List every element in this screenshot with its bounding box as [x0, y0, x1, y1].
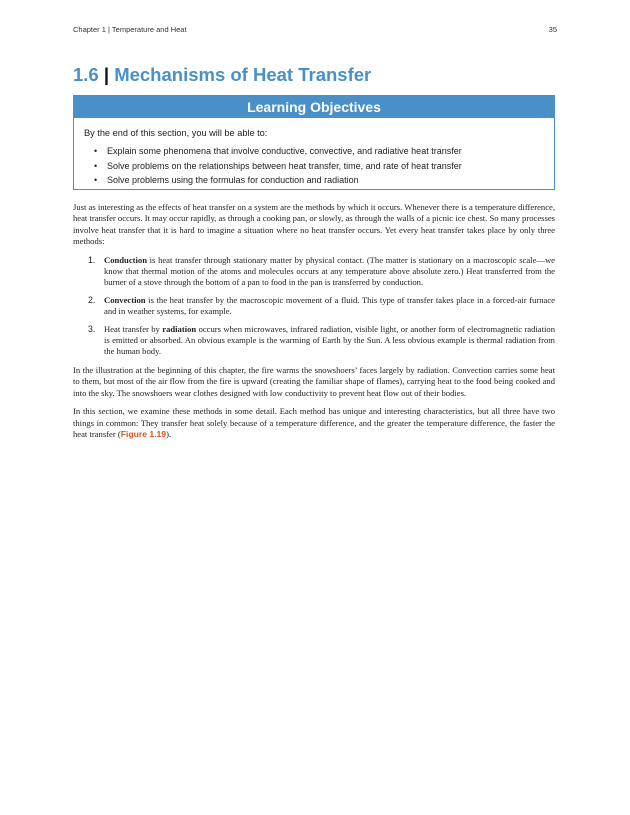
- bullet-icon: •: [94, 160, 98, 171]
- method-text: occurs when microwaves, infrared radiation, visible light, or another form of electromagnetic radiation is emitted or absorbed. An obvious example is the warming of Earth by the Sun. A less obvious example is thermal radiation from the human body.: [104, 323, 555, 357]
- paragraph-intro: Just as interesting as the effects of heat transfer on a system are the methods by which it occurs. Whenever there is a temperature difference, heat transfer occurs. It may occur rapidly, as through a cooking pan, or slowly, as through the walls of a picnic ice chest. So many processes involve heat transfer that it is hard to imagine a situation where no heat transfer occurs. Yet every heat transfer takes place by only three methods:: [73, 202, 555, 247]
- list-item: [94, 159, 554, 174]
- learning-objectives-list: [74, 144, 554, 188]
- section-title-text: Mechanisms of Heat Transfer: [114, 64, 372, 85]
- title-separator: |: [103, 64, 110, 85]
- method-text: is the heat transfer by the macroscopic movement of a fluid. This type of transfer takes place in a forced-air furnace and in weather systems, for example.: [104, 294, 555, 317]
- method-prefix: Heat transfer by: [104, 323, 163, 334]
- page-number: 35: [548, 25, 557, 34]
- list-item: [94, 173, 554, 188]
- list-item: [94, 144, 554, 159]
- list-number: 3.: [88, 323, 96, 334]
- chapter-label: Chapter 1 | Temperature and Heat: [73, 25, 187, 34]
- bullet-icon: •: [94, 175, 98, 186]
- learning-objectives-intro: By the end of this section, you will be able to:: [84, 128, 268, 138]
- overview-text: In this section, we examine these methods in some detail. Each method has unique and interesting characteristics, but all three have two things in common: They transfer heat solely because of a temperature difference, and the greater the temperature difference, the faster the heat transfer (: [73, 406, 555, 439]
- term-conduction: Conduction: [104, 254, 147, 265]
- list-item: [73, 295, 555, 318]
- list-number: 1.: [88, 254, 96, 265]
- method-text: is heat transfer through stationary matter by physical contact. (The matter is stationary on a macroscopic scale—we know that thermal motion of the atoms and molecules occurs at any temperature above absolute zero.) Heat transferred from the burner of a stove through the bottom of a pan to food in the pan is transferred by conduction.: [104, 254, 555, 288]
- objective-text: Solve problems using the formulas for conduction and radiation: [107, 175, 359, 186]
- learning-objectives-heading: Learning Objectives: [74, 96, 554, 118]
- figure-link[interactable]: Figure 1.19: [120, 428, 167, 439]
- list-item: [73, 324, 555, 358]
- bullet-icon: •: [94, 146, 98, 156]
- term-radiation: radiation: [162, 323, 197, 334]
- section-number: 1.6: [73, 64, 99, 85]
- list-item: [73, 255, 555, 289]
- methods-list: [73, 255, 555, 358]
- list-number: 2.: [88, 294, 96, 305]
- body-text: [73, 202, 555, 447]
- objective-text: Solve problems on the relationships between heat transfer, time, and rate of heat transfer: [107, 160, 462, 171]
- learning-objectives-box: [73, 95, 555, 190]
- page-header: [73, 25, 557, 34]
- term-convection: Convection: [104, 294, 146, 305]
- overview-text-end: ).: [166, 428, 172, 439]
- paragraph-section-overview: [73, 406, 555, 440]
- section-title: [73, 64, 371, 86]
- objective-text: Explain some phenomena that involve conductive, convective, and radiative heat transfer: [107, 146, 462, 156]
- paragraph-illustration: In the illustration at the beginning of this chapter, the fire warms the snowshoers’ faces largely by radiation. Convection carries some heat to them, but most of the air flow from the fire is upward (creating the familiar shape of flames), carrying heat to the food being cooked and into the sky. The snowshoers wear clothes designed with low conductivity to prevent heat flow out of their bodies.: [73, 364, 555, 398]
